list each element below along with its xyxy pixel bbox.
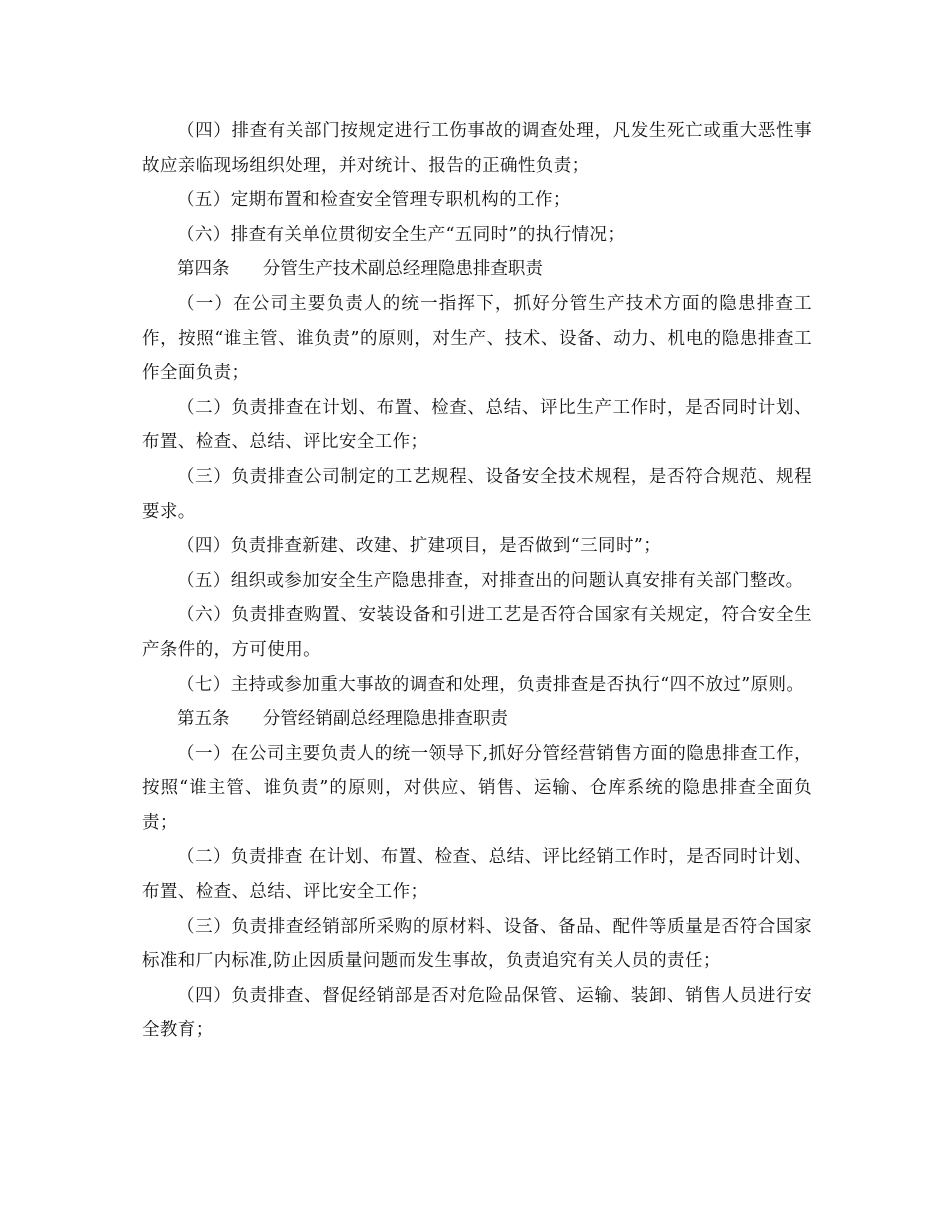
- paragraph: （五）定期布置和检查安全管理专职机构的工作；: [177, 190, 571, 211]
- article-heading: 第五条 分管经销副总经理隐患排查职责: [177, 709, 508, 730]
- paragraph: （三）负责排查经销部所采购的原材料、设备、备品、配件等质量是否符合国家标准和厂内标准,防止因质量问题而发生事故，负责追究有关人员的责任；: [142, 916, 812, 972]
- paragraph: （四）负责排查、督促经销部是否对危险品保管、运输、装卸、销售人员进行安全教育；: [142, 985, 812, 1041]
- paragraph: （一）在公司主要负责人的统一指挥下，抓好分管生产技术方面的隐患排查工作，按照“谁主管、谁负责”的原则，对生产、技术、设备、动力、机电的隐患排查工作全面负责；: [142, 293, 812, 384]
- paragraph: （四）负责排查新建、改建、扩建项目，是否做到“三同时”；: [177, 536, 662, 557]
- paragraph: （二）负责排查在计划、布置、检查、总结、评比生产工作时，是否同时计划、布置、检查、总结、评比安全工作；: [142, 397, 812, 453]
- paragraph: （四）排查有关部门按规定进行工伤事故的调查处理，凡发生死亡或重大恶性事故应亲临现场组织处理，并对统计、报告的正确性负责；: [142, 121, 812, 176]
- paragraph: （三）负责排查公司制定的工艺规程、设备安全技术规程，是否符合规范、规程要求。: [142, 466, 812, 522]
- paragraph: （七）主持或参加重大事故的调查和处理，负责排查是否执行“四不放过”原则。: [177, 674, 805, 695]
- paragraph: （五）组织或参加安全生产隐患排查，对排查出的问题认真安排有关部门整改。: [177, 570, 804, 591]
- article-heading: 第四条 分管生产技术副总经理隐患排查职责: [177, 259, 543, 280]
- paragraph: （二）负责排查 在计划、布置、检查、总结、评比经销工作时，是否同时计划、布置、检查、总结、评比安全工作；: [142, 847, 812, 903]
- paragraph: （一）在公司主要负责人的统一领导下,抓好分管经营销售方面的隐患排查工作，按照“谁主管、谁负责”的原则，对供应、销售、运输、仓库系统的隐患排查全面负责；: [142, 743, 812, 833]
- paragraph: （六）负责排查购置、安装设备和引进工艺是否符合国家有关规定，符合安全生产条件的，方可使用。: [142, 605, 812, 660]
- paragraph: （六）排查有关单位贯彻安全生产“五同时”的执行情况；: [177, 224, 626, 245]
- document-body: [142, 114, 812, 1048]
